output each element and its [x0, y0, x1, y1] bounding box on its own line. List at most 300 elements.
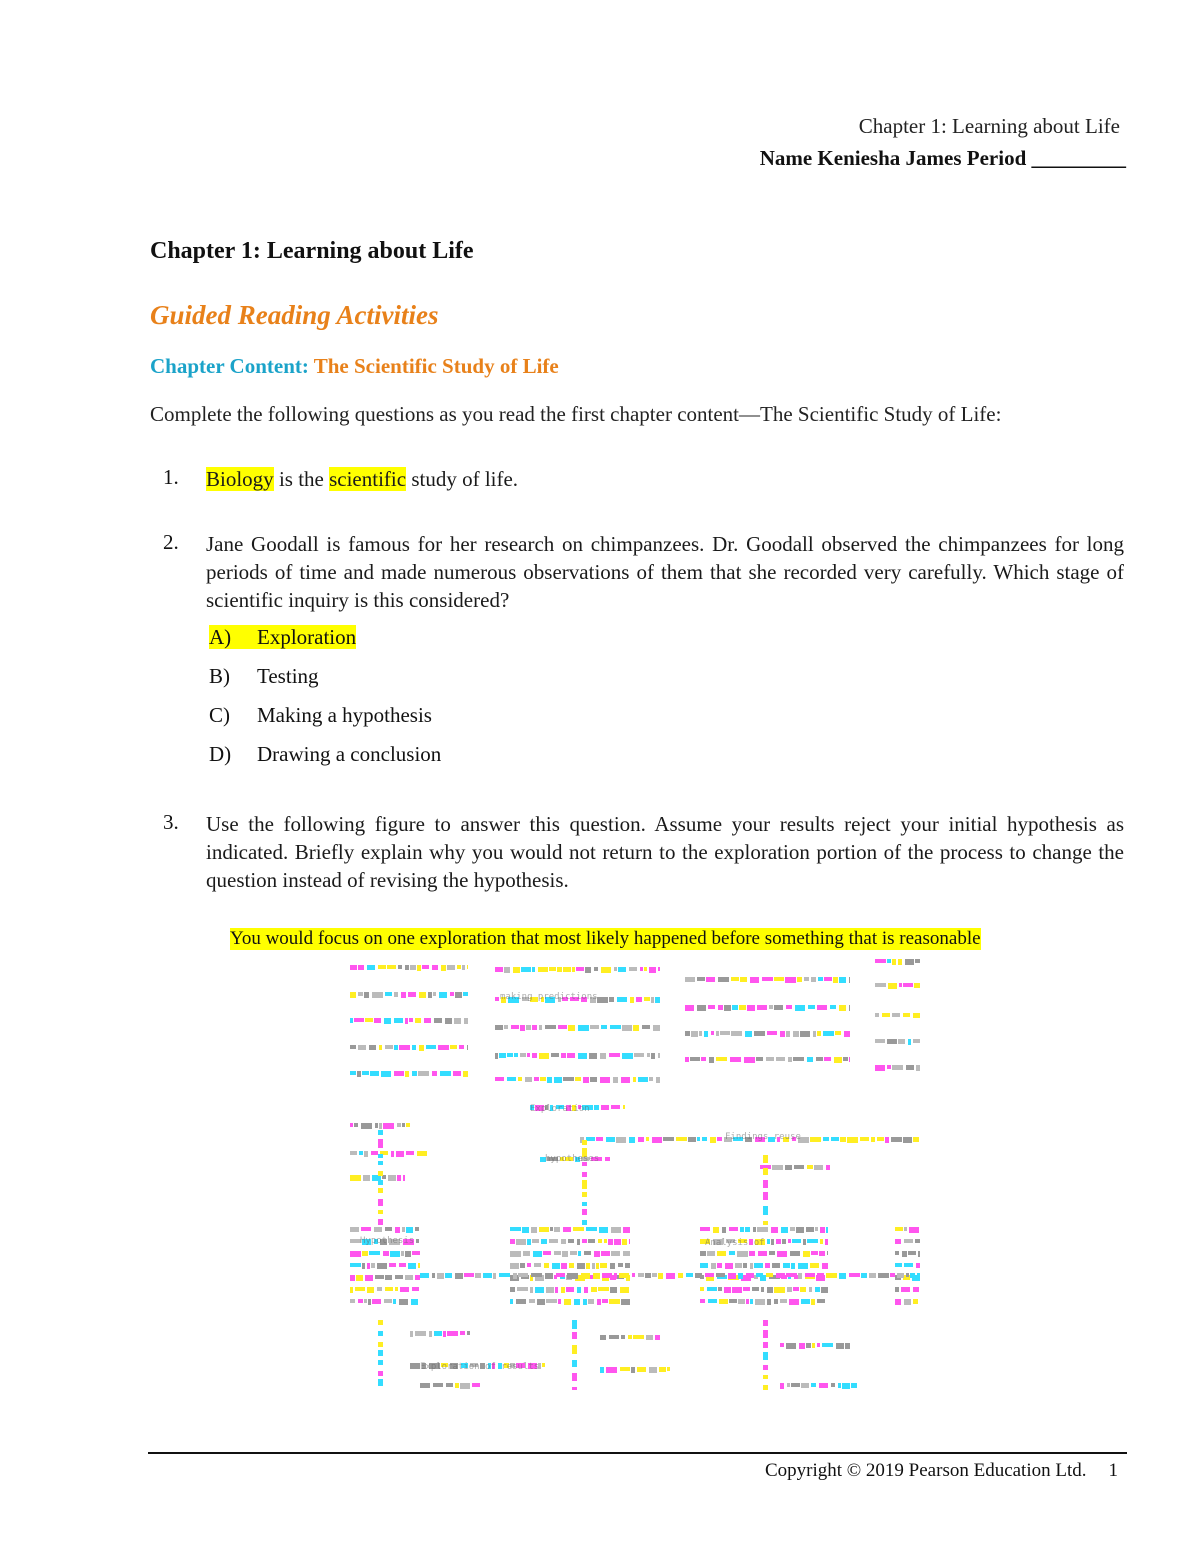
glitch-mark [746, 1273, 754, 1278]
glitch-mark [586, 1227, 597, 1231]
glitch-mark [455, 1383, 459, 1388]
glitch-mark [375, 1123, 378, 1128]
glitch-mark [390, 1251, 400, 1257]
glitch-mark [410, 1331, 413, 1337]
glitch-mark [422, 965, 429, 969]
glitch-mark [918, 1251, 920, 1257]
glitch-mark [570, 1251, 577, 1255]
glitch-mark [546, 1287, 554, 1293]
glitch-mark [399, 1263, 406, 1267]
glitch-mark [574, 1299, 580, 1305]
glitch-mark [567, 1273, 578, 1279]
glitch-mark [763, 1365, 768, 1370]
glitch-mark [798, 1273, 802, 1279]
glitch-mark [572, 1332, 577, 1339]
glitch-mark [362, 1071, 369, 1075]
glitch-mark [811, 1251, 818, 1255]
glitch-mark [600, 1077, 610, 1083]
glitch-mark [628, 1335, 632, 1339]
glitch-mark [378, 1219, 383, 1225]
glitch-mark [605, 1157, 610, 1161]
glitch-mark [561, 1263, 567, 1269]
glitch-mark [394, 1045, 398, 1050]
glitch-mark [412, 1251, 420, 1255]
glitch-mark [394, 1018, 403, 1023]
glitch-mark [646, 1335, 653, 1340]
glitch-mark [811, 977, 816, 982]
glitch-mark [539, 1227, 549, 1232]
glitch-mark [350, 1175, 361, 1181]
instructions: Complete the following questions as you read the first chapter content—The Scientific Study of Life: [150, 402, 1002, 426]
glitch-mark [596, 1263, 599, 1269]
glitch-mark [597, 997, 608, 1003]
glitch-mark [702, 1137, 707, 1141]
glitch-mark [898, 1039, 905, 1044]
glitch-mark [787, 1287, 792, 1292]
glitch-mark [573, 1227, 584, 1231]
glitch-mark [585, 967, 591, 973]
glitch-mark [549, 967, 556, 971]
glitch-mark [653, 1025, 660, 1031]
glitch-mark [415, 1331, 426, 1336]
glitch-mark [629, 967, 637, 971]
glitch-mark [358, 992, 363, 996]
glitch-mark [558, 1025, 567, 1029]
glitch-mark [717, 1251, 726, 1256]
glitch-mark [378, 1331, 383, 1336]
glitch-mark [367, 1287, 374, 1293]
glitch-mark [711, 1263, 716, 1269]
glitch-mark [620, 1367, 630, 1371]
glitch-mark [378, 1171, 383, 1176]
glitch-mark [756, 1273, 763, 1277]
glitch-mark [513, 967, 520, 973]
glitch-mark [522, 1227, 529, 1233]
glitch-mark [600, 1053, 606, 1059]
glitch-mark [445, 1273, 452, 1278]
glitch-mark [388, 1175, 396, 1181]
glitch-mark [350, 1263, 361, 1267]
glitch-mark [892, 959, 896, 965]
glitch-mark [875, 959, 886, 963]
glitch-mark [913, 1137, 919, 1142]
glitch-mark [769, 1251, 775, 1255]
glitch-mark [383, 1123, 394, 1129]
glitch-mark [903, 1013, 910, 1017]
glitch-mark [645, 1273, 651, 1278]
glitch-mark [909, 1227, 919, 1233]
glitch-mark [397, 1123, 401, 1127]
question-1 [206, 465, 1124, 493]
glitch-mark [606, 1367, 617, 1373]
glitch-mark [717, 1137, 722, 1141]
glitch-mark [744, 1057, 755, 1063]
header-chapter: Chapter 1: Learning about Life [858, 114, 1120, 138]
glitch-mark [803, 1239, 806, 1245]
glitch-mark [398, 965, 402, 969]
glitch-mark [614, 967, 617, 971]
glitch-mark [790, 1251, 800, 1256]
choice-a-highlight [209, 625, 356, 649]
glitch-mark [820, 1239, 823, 1244]
glitch-mark [803, 1251, 810, 1257]
choice-c-letter: C) [209, 703, 230, 727]
glitch-mark [561, 1053, 566, 1058]
glitch-mark [415, 1018, 421, 1023]
glitch-mark [786, 1031, 790, 1037]
glitch-mark [572, 1373, 577, 1381]
glitch-mark [849, 1057, 850, 1062]
q1-text-mid: is the [273, 467, 330, 491]
glitch-mark [538, 967, 548, 972]
glitch-mark [403, 1175, 405, 1181]
glitch-mark [763, 1320, 768, 1326]
glitch-mark [781, 1227, 788, 1233]
glitch-mark [614, 1273, 617, 1279]
glitch-mark [895, 1239, 901, 1244]
glitch-mark [685, 1031, 690, 1036]
glitch-mark [541, 1239, 547, 1244]
glitch-mark [766, 1057, 774, 1061]
glitch-mark [765, 1263, 770, 1268]
glitch-mark [378, 1199, 383, 1206]
glitch-mark [510, 1251, 521, 1257]
glitch-mark [563, 1077, 574, 1081]
glitch-mark [556, 1273, 565, 1277]
glitch-mark [399, 1045, 410, 1050]
glitch-mark [892, 1013, 900, 1017]
glitch-mark [564, 1299, 571, 1305]
glitch-mark [724, 1005, 731, 1011]
glitch-mark [558, 1299, 561, 1304]
choice-b [209, 664, 319, 689]
glitch-mark [906, 1273, 909, 1277]
glitch-mark [844, 1031, 850, 1037]
glitch-mark [582, 1172, 587, 1177]
glitch-mark [895, 1227, 903, 1231]
glitch-mark [845, 1343, 850, 1349]
glitch-mark [447, 1331, 458, 1336]
glitch-mark [826, 1165, 830, 1170]
glitch-mark [367, 965, 375, 970]
glitch-mark [887, 1039, 897, 1044]
glitch-mark [817, 1005, 827, 1010]
glitch-mark [740, 1227, 744, 1232]
glitch-mark [521, 967, 531, 972]
glitch-mark [472, 1383, 480, 1387]
glitch-mark [901, 1287, 910, 1292]
glitch-mark [572, 1345, 577, 1354]
glitch-mark [561, 1239, 566, 1244]
glitch-mark [824, 1057, 831, 1061]
glitch-mark [757, 1227, 768, 1232]
glitch-mark [463, 992, 468, 996]
glitch-mark [786, 1273, 797, 1277]
glitch-mark [532, 1025, 537, 1030]
glitch-mark [754, 1031, 765, 1036]
glitch-mark [916, 1263, 920, 1268]
glitch-mark [433, 992, 436, 996]
glitch-mark [710, 1137, 716, 1143]
glitch-mark [663, 1137, 674, 1141]
glitch-mark [821, 1287, 828, 1293]
choice-d-letter: D) [209, 742, 232, 766]
glitch-mark [493, 1273, 496, 1279]
glitch-mark [817, 1343, 820, 1347]
glitch-mark [578, 1053, 587, 1059]
glitch-mark [772, 1263, 780, 1268]
figure-text-fragment: Exploration of results [420, 1362, 540, 1372]
glitch-mark [609, 1335, 619, 1339]
glitch-mark [644, 967, 647, 971]
glitch-mark [785, 1165, 792, 1170]
glitch-mark [529, 1299, 535, 1303]
glitch-mark [750, 1299, 753, 1304]
glitch-mark [539, 1025, 542, 1030]
glitch-mark [532, 1239, 539, 1243]
glitch-mark [499, 1273, 510, 1277]
glitch-mark [359, 1151, 363, 1155]
glitch-mark [523, 1251, 530, 1256]
glitch-mark [364, 992, 369, 998]
glitch-mark [418, 1071, 429, 1076]
glitch-mark [898, 959, 902, 965]
glitch-mark [822, 1263, 828, 1269]
glitch-mark [576, 967, 584, 971]
glitch-mark [578, 1251, 581, 1256]
glitch-mark [378, 1379, 383, 1386]
glitch-mark [613, 1077, 618, 1083]
glitch-mark [378, 1139, 383, 1148]
glitch-mark [439, 992, 447, 998]
glitch-mark [869, 1273, 876, 1278]
glitch-mark [495, 997, 499, 1001]
glitch-mark [387, 965, 396, 969]
glitch-mark [849, 977, 850, 983]
glitch-mark [904, 1263, 913, 1267]
glitch-mark [891, 1137, 902, 1142]
glitch-mark [763, 1342, 768, 1348]
glitch-mark [378, 1342, 383, 1347]
glitch-mark [780, 1299, 787, 1303]
glitch-mark [707, 1251, 715, 1256]
glitch-mark [899, 983, 902, 987]
glitch-mark [885, 1137, 889, 1143]
glitch-mark [754, 1263, 763, 1268]
glitch-mark [717, 1263, 722, 1268]
glitch-mark [807, 1165, 813, 1169]
question-3-number: 3. [163, 810, 179, 834]
glitch-mark [588, 1239, 595, 1243]
choice-a-letter: A) [209, 625, 232, 649]
glitch-mark [514, 1053, 518, 1057]
glitch-mark [915, 959, 920, 963]
choice-a [209, 625, 356, 650]
glitch-mark [447, 965, 455, 970]
glitch-mark [567, 1053, 575, 1058]
glitch-mark [424, 1018, 431, 1023]
glitch-mark [652, 1273, 657, 1277]
glitch-mark [708, 1299, 717, 1303]
glitch-mark [378, 1130, 383, 1135]
glitch-mark [544, 1263, 549, 1268]
glitch-mark [432, 1273, 435, 1278]
glitch-mark [903, 983, 913, 987]
glitch-mark [793, 1057, 804, 1061]
glitch-mark [378, 1371, 383, 1376]
glitch-mark [495, 1077, 504, 1081]
glitch-mark [583, 1077, 589, 1083]
glitch-mark [596, 1137, 603, 1141]
glitch-mark [600, 1335, 606, 1340]
chapter-title: Chapter 1: Learning about Life [150, 238, 474, 264]
glitch-mark [695, 1273, 702, 1278]
glitch-mark [434, 1018, 442, 1023]
glitch-mark [633, 1025, 639, 1031]
glitch-mark [379, 1045, 382, 1050]
glitch-mark [752, 1287, 759, 1291]
glitch-mark [729, 1299, 737, 1303]
glitch-mark [511, 1025, 519, 1029]
glitch-mark [895, 1287, 899, 1292]
glitch-mark [408, 1263, 416, 1269]
glitch-mark [636, 997, 642, 1002]
glitch-mark [861, 1273, 867, 1278]
glitch-mark [420, 1273, 429, 1278]
glitch-mark [429, 1331, 432, 1337]
content-topic: The Scientific Study of Life [313, 354, 559, 378]
glitch-mark [385, 1227, 392, 1231]
glitch-mark [690, 1057, 700, 1061]
glitch-mark [510, 1287, 515, 1292]
glitch-mark [399, 1299, 408, 1305]
glitch-mark [804, 977, 809, 981]
glitch-mark [916, 1065, 920, 1071]
glitch-mark [582, 1209, 587, 1215]
glitch-mark [718, 977, 729, 982]
glitch-mark [374, 1227, 382, 1232]
glitch-mark [507, 1053, 513, 1057]
glitch-mark [895, 1299, 901, 1305]
glitch-mark [630, 997, 634, 1003]
glitch-mark [697, 1005, 706, 1011]
glitch-mark [875, 983, 886, 987]
glitch-mark [432, 965, 438, 970]
glitch-mark [583, 1299, 587, 1305]
glitch-mark [697, 977, 705, 981]
glitch-mark [588, 1299, 594, 1304]
choice-d [209, 742, 441, 767]
glitch-mark [598, 1239, 602, 1243]
glitch-mark [810, 1137, 821, 1142]
glitch-mark [389, 1263, 396, 1267]
figure-text-fragment: Analysis of [705, 1238, 765, 1248]
glitch-mark [356, 1275, 363, 1281]
glitch-mark [791, 1383, 800, 1387]
glitch-mark [383, 1251, 389, 1256]
glitch-mark [902, 1251, 907, 1257]
glitch-mark [598, 1287, 609, 1291]
glitch-mark [827, 1251, 828, 1255]
glitch-mark [350, 1123, 353, 1127]
glitch-mark [401, 992, 406, 998]
glitch-mark [405, 1018, 408, 1024]
glitch-mark [839, 977, 846, 983]
glitch-mark [590, 1025, 599, 1029]
question-2-number: 2. [163, 530, 179, 554]
glitch-mark [531, 1227, 537, 1233]
glitch-mark [569, 1263, 574, 1268]
glitch-mark [772, 1165, 783, 1170]
glitch-mark [441, 965, 446, 971]
glitch-mark [801, 1383, 809, 1388]
scientific-process-figure [350, 955, 925, 1395]
glitch-mark [823, 1137, 829, 1141]
glitch-mark [722, 1227, 726, 1233]
glitch-mark [561, 1287, 565, 1293]
glitch-mark [860, 1137, 869, 1141]
glitch-mark [526, 1025, 531, 1030]
glitch-mark [797, 977, 802, 982]
glitch-mark [788, 1239, 791, 1243]
glitch-mark [746, 1299, 749, 1304]
glitch-mark [369, 1251, 380, 1255]
glitch-mark [685, 1057, 689, 1062]
glitch-mark [811, 1299, 815, 1305]
glitch-mark [378, 1360, 383, 1365]
glitch-mark [767, 1239, 770, 1244]
glitch-mark [691, 1031, 698, 1037]
glitch-mark [454, 1018, 461, 1024]
glitch-mark [776, 1273, 785, 1278]
choice-b-letter: B) [209, 664, 230, 688]
glitch-mark [593, 1273, 600, 1279]
glitch-mark [706, 977, 715, 982]
glitch-mark [824, 977, 832, 981]
glitch-mark [450, 992, 454, 996]
glitch-mark [711, 1031, 714, 1035]
glitch-mark [818, 977, 823, 981]
glitch-mark [666, 1273, 675, 1279]
glitch-mark [730, 1057, 741, 1062]
glitch-mark [763, 1375, 768, 1379]
glitch-mark [851, 1383, 857, 1388]
glitch-mark [638, 1077, 648, 1082]
glitch-mark [810, 1263, 819, 1268]
glitch-mark [563, 1227, 571, 1232]
glitch-mark [535, 1287, 544, 1293]
glitch-mark [378, 1350, 383, 1356]
glitch-mark [830, 1005, 836, 1009]
glitch-mark [701, 1057, 706, 1061]
glitch-mark [378, 1154, 383, 1158]
glitch-mark [655, 1335, 660, 1340]
glitch-mark [397, 1175, 401, 1181]
glitch-mark [825, 1239, 828, 1245]
glitch-mark [555, 1287, 558, 1293]
glitch-mark [771, 1239, 774, 1245]
glitch-mark [621, 1335, 625, 1339]
glitch-mark [767, 1287, 773, 1293]
glitch-mark [785, 977, 796, 983]
glitch-mark [600, 1263, 607, 1268]
glitch-mark [440, 1071, 451, 1076]
glitch-mark [350, 965, 357, 970]
glitch-mark [597, 1299, 601, 1305]
glitch-mark [831, 1137, 839, 1141]
glitch-mark [903, 1137, 912, 1143]
glitch-mark [799, 1343, 805, 1349]
